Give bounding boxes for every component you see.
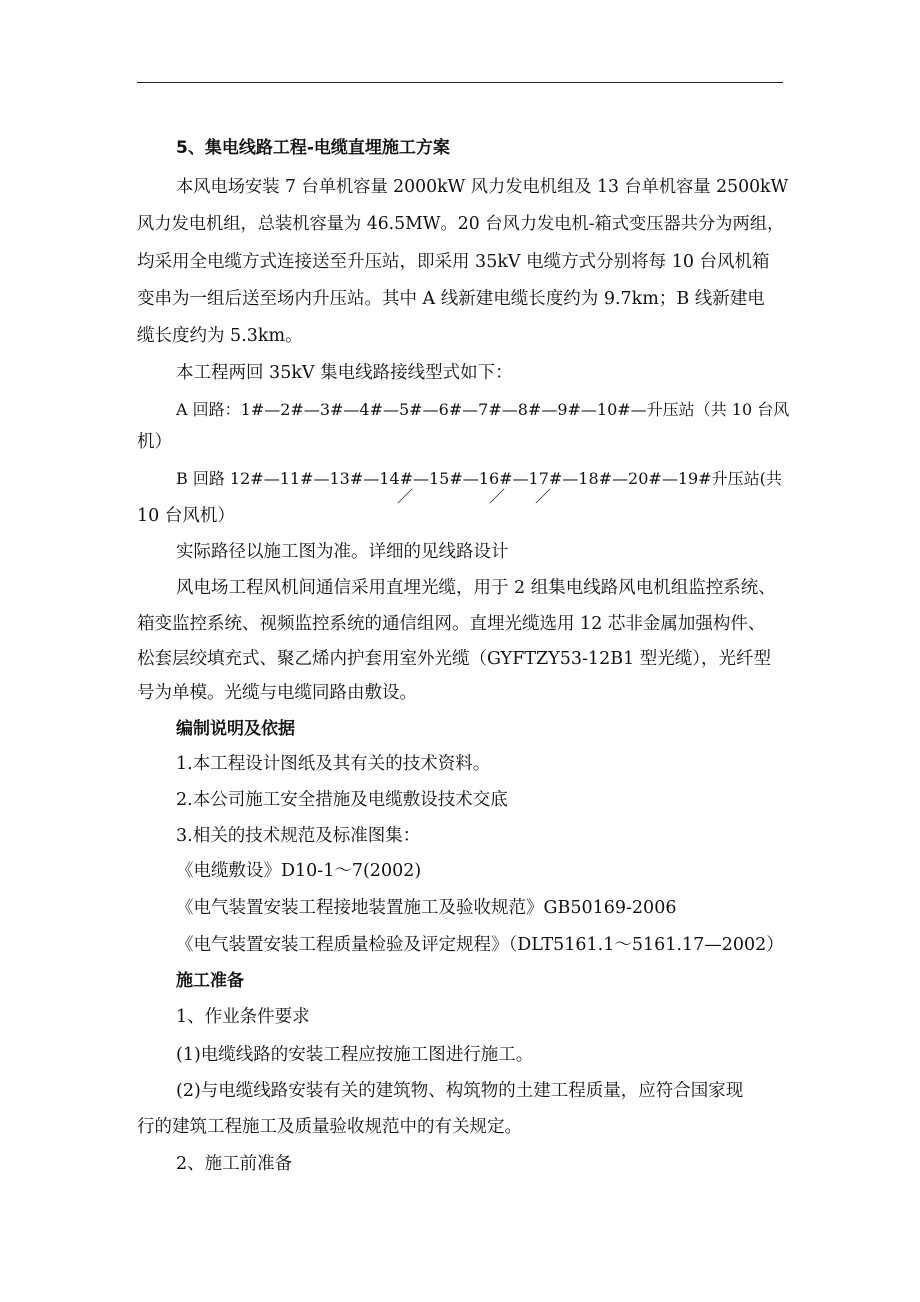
comm-line-4: 号为单模。光缆与电缆同路由敷设。 — [137, 683, 417, 703]
intro-line-5: 缆长度约为 5.3km。 — [137, 326, 303, 346]
prep-sub-2: 2、施工前准备 — [176, 1154, 293, 1174]
comm-line-1: 风电场工程风机间通信采用直埋光缆，用于 2 组集电线路风电机组监控系统、 — [176, 578, 776, 598]
intro-line-2: 风力发电机组，总装机容量为 46.5MW。20 台风力发电机-箱式变压器共分为两组， — [137, 214, 785, 234]
branch-mark-2: ／ — [489, 487, 506, 506]
route-b-line-2: 10 台风机） — [137, 506, 235, 526]
prep-heading: 施工准备 — [176, 971, 244, 991]
standard-2: 《电气装置安装工程接地装置施工及验收规范》GB50169-2006 — [176, 898, 677, 918]
basis-item-1: 1.本工程设计图纸及其有关的技术资料。 — [176, 754, 491, 774]
route-b-line-1: B 回路 12#—11#—13#—14#—15#—16#—17#—18#—20#—19#升压站(共 — [176, 469, 782, 488]
section-heading: 5、集电线路工程-电缆直埋施工方案 — [176, 138, 450, 158]
standard-3: 《电气装置安装工程质量检验及评定规程》（DLT5161.1～5161.17—2002） — [176, 935, 784, 955]
intro-line-4: 变串为一组后送至场内升压站。其中 A 线新建电缆长度约为 9.7km；B 线新建电 — [137, 289, 765, 309]
wiring-intro: 本工程两回 35kV 集电线路接线型式如下： — [176, 363, 513, 383]
intro-line-3: 均采用全电缆方式连接送至升压站，即采用 35kV 电缆方式分别将每 10 台风机箱 — [137, 252, 770, 272]
basis-item-2: 2.本公司施工安全措施及电缆敷设技术交底 — [176, 790, 508, 810]
standard-1: 《电缆敷设》D10-1～7(2002) — [176, 861, 422, 881]
intro-line-1: 本风电场安装 7 台单机容量 2000kW 风力发电机组及 13 台单机容量 2500kW — [176, 177, 789, 197]
basis-heading: 编制说明及依据 — [176, 719, 295, 739]
route-a-line-2: 机） — [137, 432, 172, 452]
comm-line-3: 松套层绞填充式、聚乙烯内护套用室外光缆（GYFTZY53-12B1 型光缆），光纤型 — [137, 649, 772, 669]
header-rule — [137, 82, 783, 83]
prep-item-2-line-1: (2)与电缆线路安装有关的建筑物、构筑物的土建工程质量，应符合国家现 — [176, 1081, 744, 1101]
branch-mark-1: ／ — [397, 487, 414, 506]
prep-item-2-line-2: 行的建筑工程施工及质量验收规范中的有关规定。 — [137, 1117, 522, 1137]
basis-item-3: 3.相关的技术规范及标准图集： — [176, 826, 421, 846]
prep-item-1: (1)电缆线路的安装工程应按施工图进行施工。 — [176, 1045, 534, 1065]
prep-sub-1: 1、作业条件要求 — [176, 1007, 310, 1027]
comm-line-2: 箱变监控系统、视频监控系统的通信组网。直埋光缆选用 12 芯非金属加强构件、 — [137, 614, 766, 634]
branch-mark-3: ／ — [535, 487, 552, 506]
route-a-line-1: A 回路：1#—2#—3#—4#—5#—6#—7#—8#—9#—10#—升压站（共 10 台风 — [176, 400, 790, 419]
actual-path-note: 实际路径以施工图为准。详细的见线路设计 — [176, 542, 509, 562]
